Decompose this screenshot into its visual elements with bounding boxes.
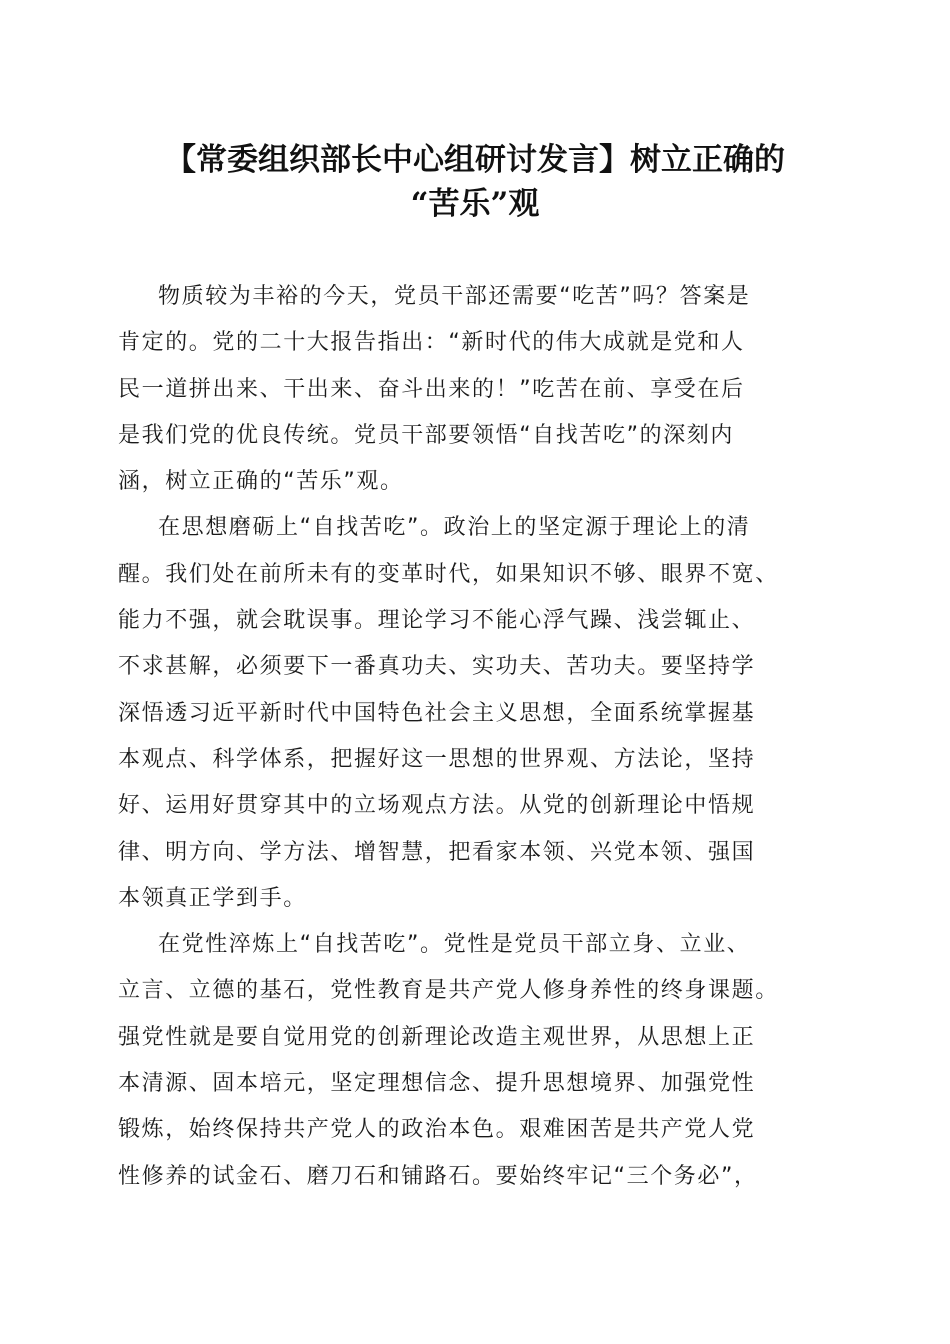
paragraph-line: 不求甚解，必须要下一番真功夫、实功夫、苦功夫。要坚持学 bbox=[118, 654, 756, 680]
document-title bbox=[118, 138, 832, 226]
paragraph-line: 物质较为丰裕的今天，党员干部还需要“吃苦”吗？答案是 bbox=[158, 284, 751, 309]
paragraph-line: 立言、立德的基石，党性教育是共产党人修身养性的终身课题。 bbox=[118, 978, 779, 1004]
paragraph-2 bbox=[118, 505, 838, 922]
paragraph-line: 深悟透习近平新时代中国特色社会主义思想，全面系统掌握基 bbox=[118, 700, 756, 726]
paragraph-line: 本观点、科学体系，把握好这一思想的世界观、方法论，坚持 bbox=[118, 746, 756, 772]
paragraph-line: 好、运用好贯穿其中的立场观点方法。从党的创新理论中悟规 bbox=[118, 793, 756, 819]
paragraph-line: 本领真正学到手。 bbox=[118, 885, 307, 911]
paragraph-line: 性修养的试金石、磨刀石和铺路石。要始终牢记“三个务必”， bbox=[118, 1163, 758, 1189]
paragraph-line: 肯定的。党的二十大报告指出：“新时代的伟大成就是党和人 bbox=[118, 330, 745, 356]
paragraph-line: 在党性淬炼上“自找苦吃”。党性是党员干部立身、立业、 bbox=[158, 932, 751, 958]
paragraph-line: 醒。我们处在前所未有的变革时代，如果知识不够、眼界不宽、 bbox=[118, 561, 779, 587]
paragraph-line: 能力不强，就会耽误事。理论学习不能心浮气躁、浅尝辄止、 bbox=[118, 608, 756, 634]
paragraph-line: 律、明方向、学方法、增智慧，把看家本领、兴党本领、强国 bbox=[118, 839, 756, 865]
paragraph-line: 本清源、固本培元，坚定理想信念、提升思想境界、加强党性 bbox=[118, 1071, 756, 1097]
title-line-1: 【常委组织部长中心组研讨发言】树立正确的 bbox=[165, 142, 785, 178]
paragraph-line: 强党性就是要自觉用党的创新理论改造主观世界，从思想上正 bbox=[118, 1024, 756, 1050]
document-body bbox=[118, 274, 838, 1200]
paragraph-line: 民一道拼出来、干出来、奋斗出来的！”吃苦在前、享受在后 bbox=[118, 376, 745, 402]
paragraph-line: 在思想磨砺上“自找苦吃”。政治上的坚定源于理论上的清 bbox=[158, 515, 751, 541]
title-line-2: “苦乐”观 bbox=[410, 186, 540, 222]
paragraph-1 bbox=[118, 274, 838, 505]
paragraph-line: 是我们党的优良传统。党员干部要领悟“自找苦吃”的深刻内 bbox=[118, 422, 734, 448]
paragraph-line: 涵，树立正确的“苦乐”观。 bbox=[118, 469, 404, 495]
paragraph-3 bbox=[118, 922, 838, 1200]
paragraph-line: 锻炼，始终保持共产党人的政治本色。艰难困苦是共产党人党 bbox=[118, 1117, 756, 1143]
